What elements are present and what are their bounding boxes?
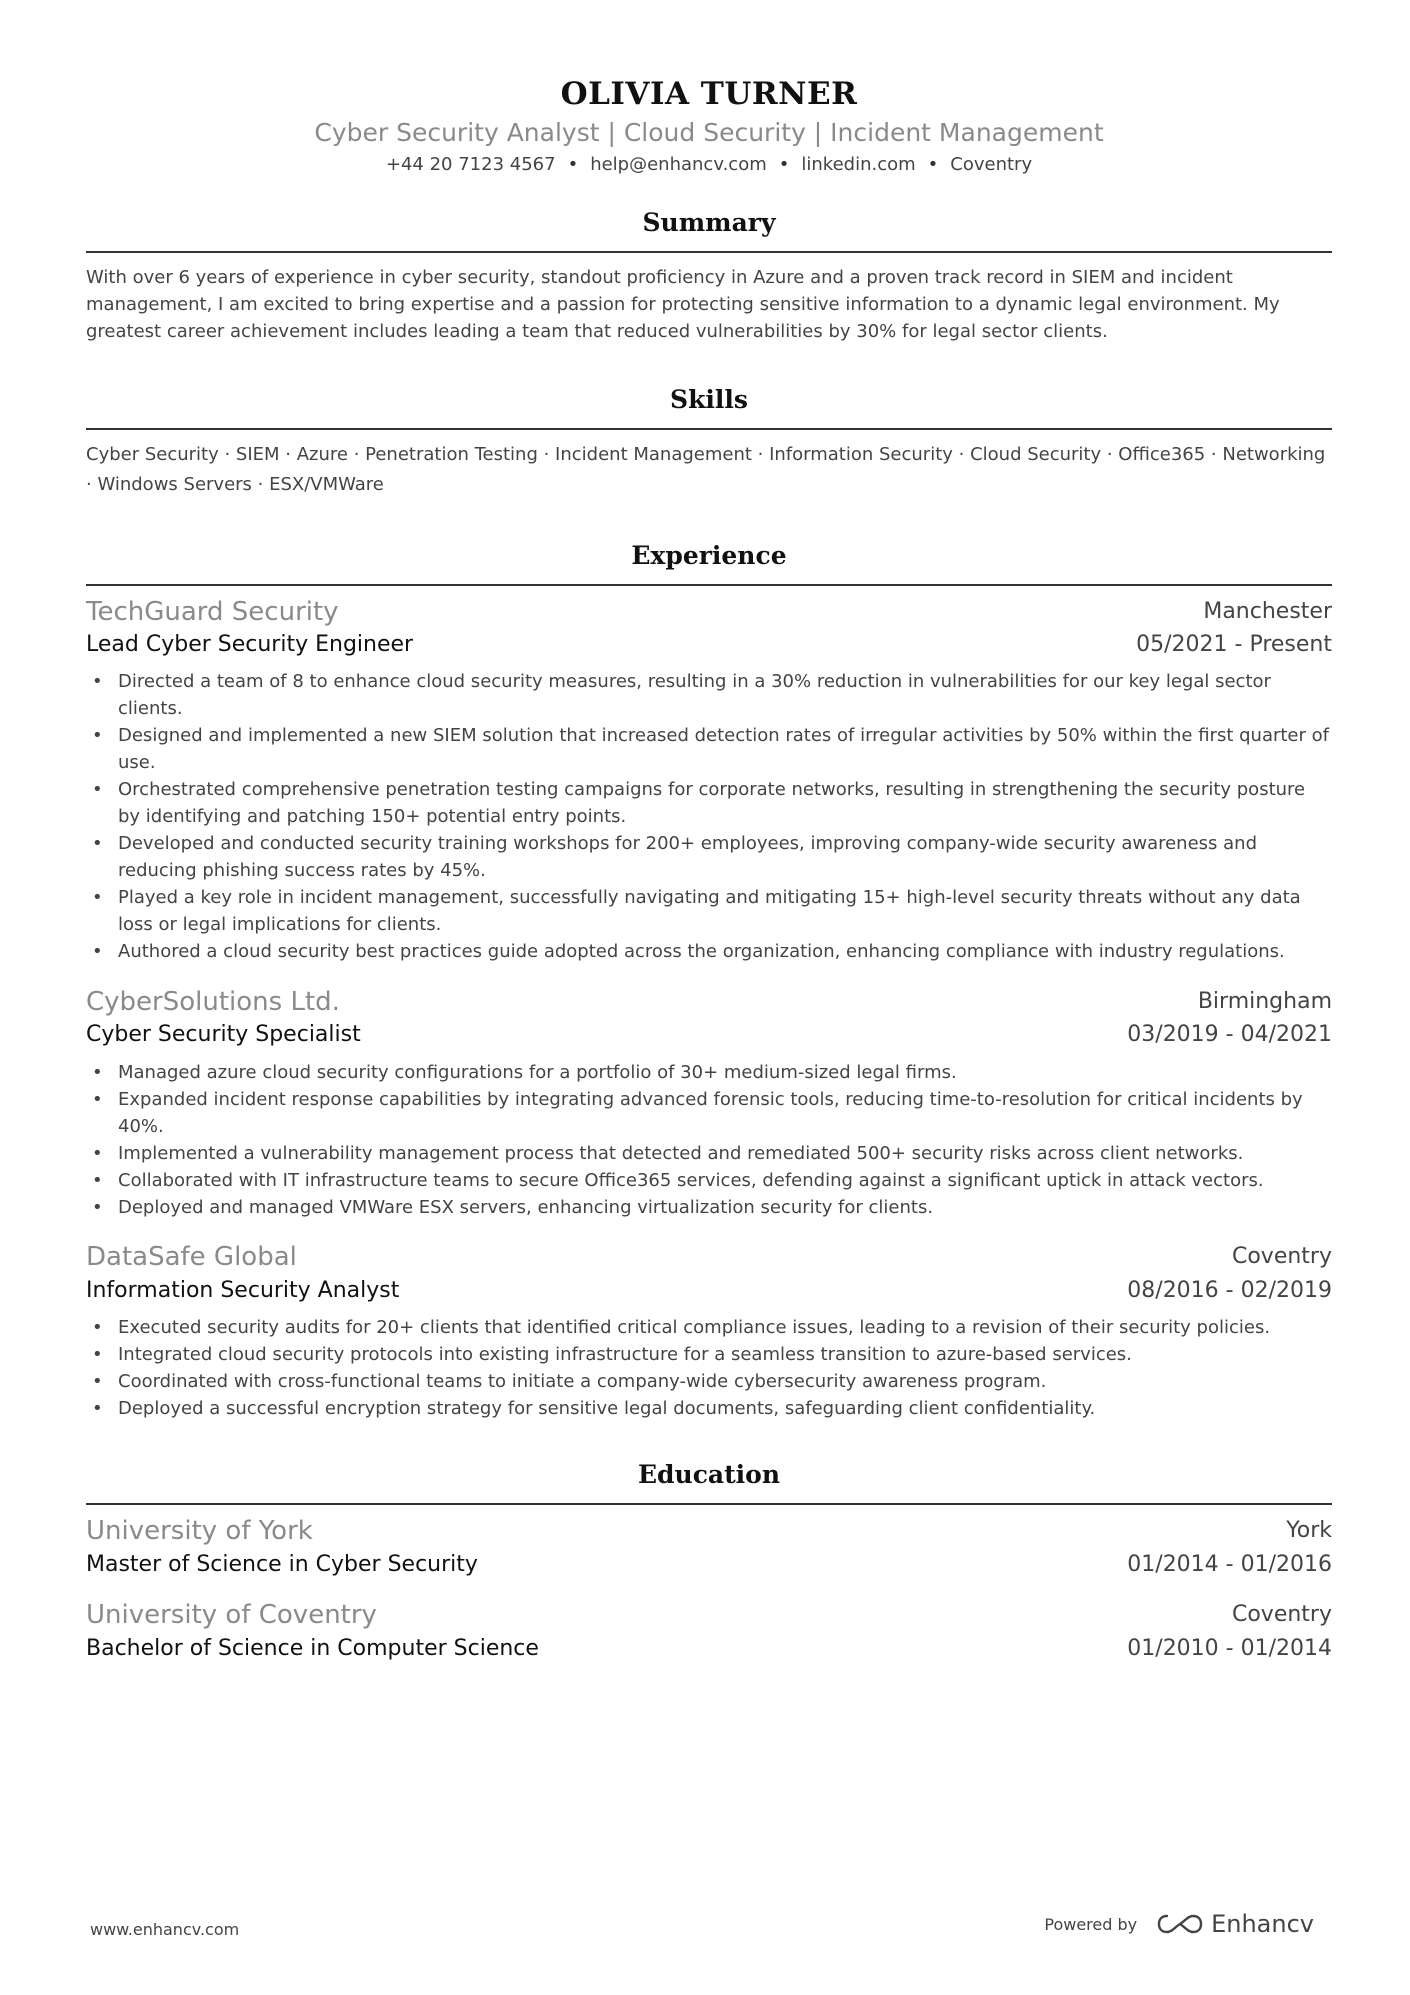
job-dates: 05/2021 - Present [1136,632,1332,657]
list-item: • Deployed and managed VMWare ESX servers, enhancing virtualization security for clients. [86,1194,1332,1221]
list-item: • Executed security audits for 20+ clients that identified critical compliance issues, leading to a revision of their security policies. [86,1314,1332,1341]
list-item: • Deployed a successful encryption strategy for sensitive legal documents, safeguarding client confidentiality. [86,1395,1332,1422]
education-location: Coventry [1231,1602,1332,1627]
section-divider [86,584,1332,586]
job-location: Coventry [1231,1244,1332,1269]
bullet-separator: • [567,154,579,175]
education-header [86,1516,1332,1546]
contact-phone: +44 20 7123 4567 [385,154,556,175]
education-dates: 01/2010 - 01/2014 [1127,1636,1332,1661]
contact-location: Coventry [950,154,1033,175]
section-divider [86,251,1332,253]
job-bullets [86,1314,1332,1422]
list-item: • Managed azure cloud security configurations for a portfolio of 30+ medium-sized legal firms. [86,1059,1332,1086]
enhancv-logo-icon [1157,1912,1203,1936]
education-degree-row [86,1552,1332,1582]
list-item: • Implemented a vulnerability management process that detected and remediated 500+ security risks across client networks. [86,1140,1332,1167]
bullet-separator: • [778,154,790,175]
job-role: Lead Cyber Security Engineer [86,632,414,657]
enhancv-brand[interactable] [1157,1910,1314,1938]
list-item: • Directed a team of 8 to enhance cloud security measures, resulting in a 30% reduction in vulnerabilities for our key legal sector clients. [86,668,1332,722]
list-item: • Designed and implemented a new SIEM solution that increased detection rates of irregular activities by 50% within the first quarter of use. [86,722,1332,776]
footer-branding [1044,1910,1314,1938]
education-header [86,1600,1332,1630]
skills-list: Cyber Security · SIEM · Azure · Penetration Testing · Incident Management · Information Security · Cloud Security · Office365 · Networking · Windows Servers · ESX/VMWare [86,444,1326,495]
job-role-row [86,1278,1332,1308]
contact-line [86,154,1332,175]
education-school: University of York [86,1516,313,1546]
education-degree: Bachelor of Science in Computer Science [86,1636,539,1661]
list-item: • Orchestrated comprehensive penetration testing campaigns for corporate networks, resulting in strengthening the security posture by identifying and patching 150+ potential entry points. [86,776,1332,830]
job-bullets [86,1059,1332,1221]
job-company: DataSafe Global [86,1242,297,1272]
job-company: TechGuard Security [86,597,339,627]
summary-text: With over 6 years of experience in cyber security, standout proficiency in Azure and a proven track record in SIEM and incident management, I am excited to bring expertise and a passion for protecting sensitive information to a dynamic legal environment. My greatest career achievement includes leading a team that reduced vulnerabilities by 30% for legal sector clients. [86,267,1280,342]
list-item: • Integrated cloud security protocols into existing infrastructure for a seamless transition to azure-based services. [86,1341,1332,1368]
education-dates: 01/2014 - 01/2016 [1127,1552,1332,1577]
list-item: • Collaborated with IT infrastructure teams to secure Office365 services, defending against a significant uptick in attack vectors. [86,1167,1332,1194]
job-location: Manchester [1203,599,1332,624]
job-dates: 03/2019 - 04/2021 [1127,1022,1332,1047]
list-item: • Expanded incident response capabilities by integrating advanced forensic tools, reducing time-to-resolution for critical incidents by 40%. [86,1086,1332,1140]
list-item: • Coordinated with cross-functional teams to initiate a company-wide cybersecurity awareness program. [86,1368,1332,1395]
job-company: CyberSolutions Ltd. [86,987,340,1017]
candidate-name: OLIVIA TURNER [560,76,858,112]
list-item: • Authored a cloud security best practices guide adopted across the organization, enhancing compliance with industry regulations. [86,938,1332,965]
job-role: Cyber Security Specialist [86,1022,361,1047]
job-role-row [86,632,1332,662]
education-degree: Master of Science in Cyber Security [86,1552,478,1577]
education-location: York [1286,1518,1332,1543]
education-school: University of Coventry [86,1600,377,1630]
contact-linkedin[interactable]: linkedin.com [801,154,916,175]
job-header [86,987,1332,1017]
bullet-separator: • [927,154,939,175]
job-header [86,1242,1332,1272]
brand-name: Enhancv [1211,1910,1314,1938]
section-divider [86,1503,1332,1505]
list-item: • Played a key role in incident management, successfully navigating and mitigating 15+ high-level security threats without any data loss or legal implications for clients. [86,884,1332,938]
footer-website[interactable]: www.enhancv.com [90,1920,240,1939]
job-location: Birmingham [1197,989,1332,1014]
section-divider [86,428,1332,430]
job-role-row [86,1022,1332,1052]
contact-email[interactable]: help@enhancv.com [590,154,767,175]
education-title: Education [637,1460,781,1489]
job-header [86,597,1332,627]
education-degree-row [86,1636,1332,1666]
candidate-subtitle: Cyber Security Analyst | Cloud Security | Incident Management [314,118,1104,147]
summary-title: Summary [642,208,776,237]
list-item: • Developed and conducted security training workshops for 200+ employees, improving company-wide security awareness and reducing phishing success rates by 45%. [86,830,1332,884]
powered-by-label: Powered by [1044,1914,1138,1934]
experience-title: Experience [631,541,787,570]
job-bullets [86,668,1332,965]
job-role: Information Security Analyst [86,1278,400,1303]
job-dates: 08/2016 - 02/2019 [1127,1278,1332,1303]
skills-title: Skills [670,385,748,414]
